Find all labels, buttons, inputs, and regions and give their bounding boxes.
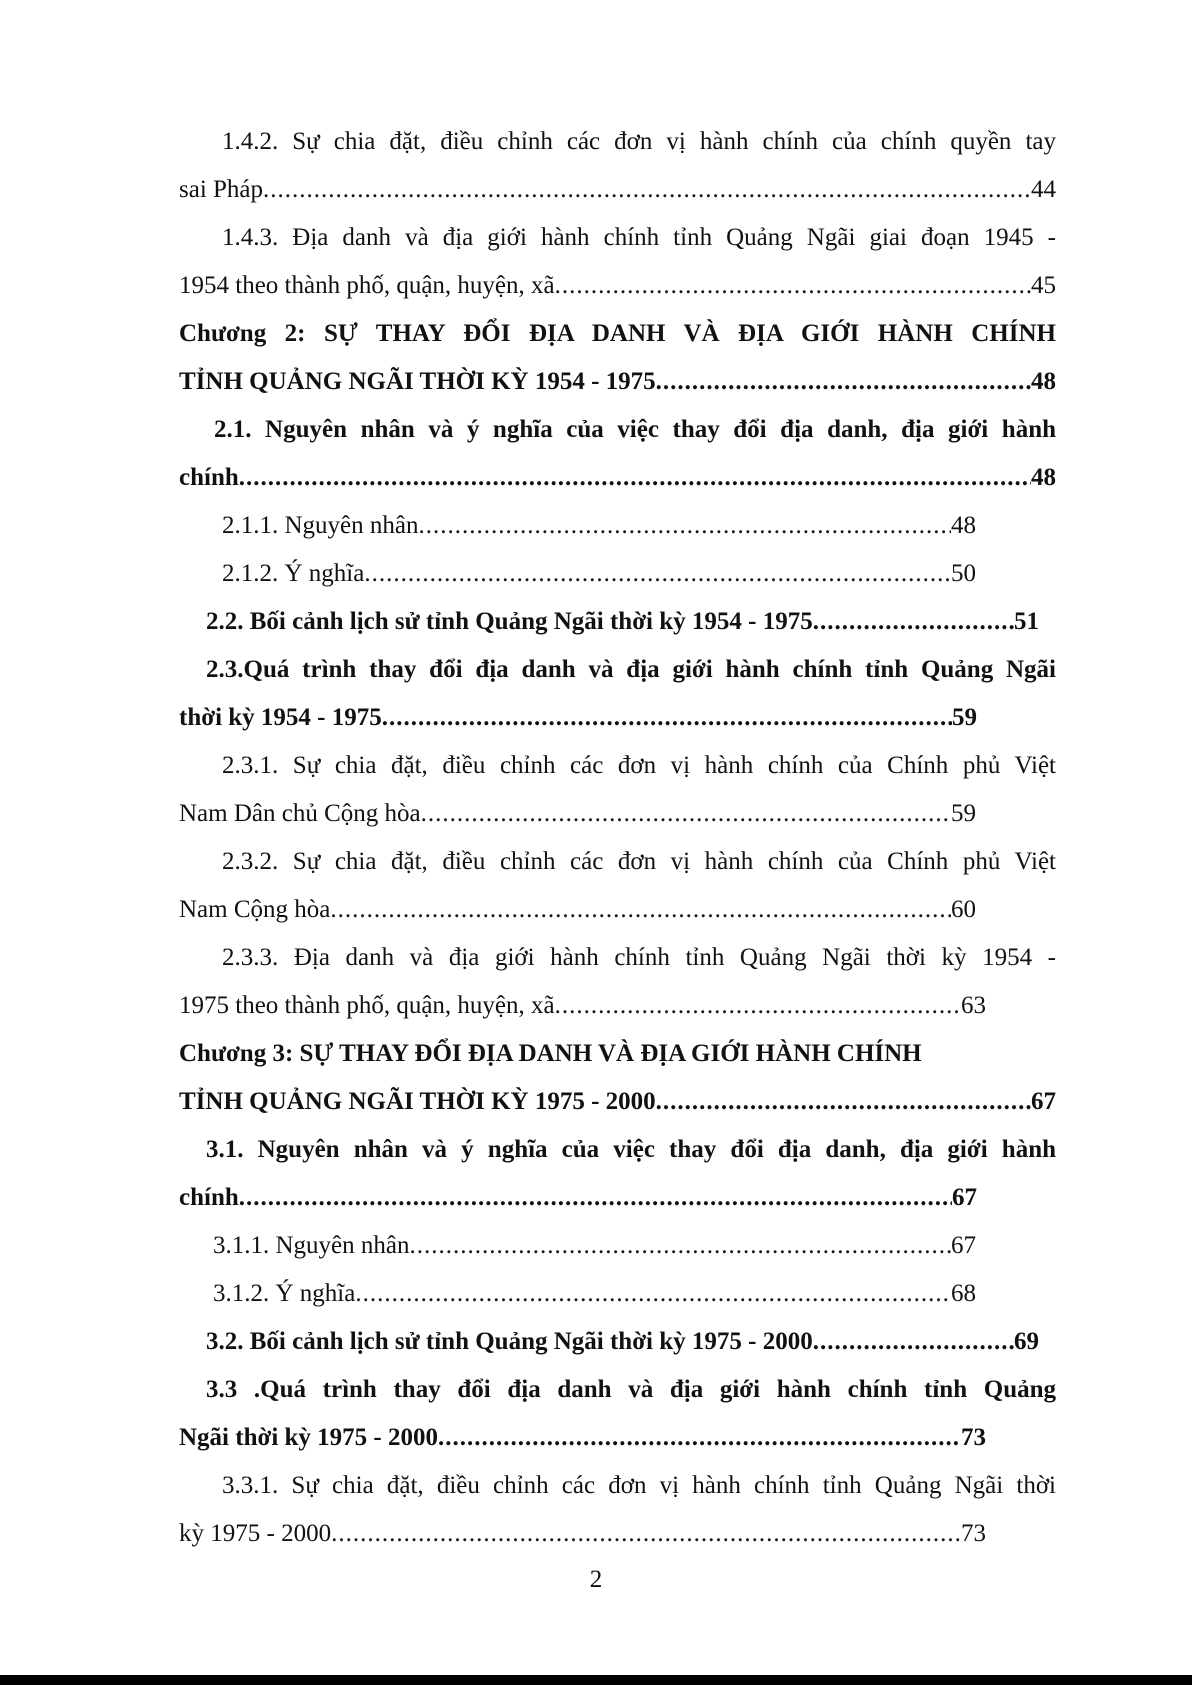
toc-section-text: thời kỳ 1954 - 1975 [179,704,382,731]
toc-entry-3-1-1 [179,1222,1056,1270]
toc-entry-text: 1975 theo thành phố, quận, huyện, xã [179,992,555,1019]
dot-leader [331,1510,961,1558]
toc-page-number: 51 [1014,608,1039,635]
toc-entry-2-1-2 [179,550,1056,598]
toc-chapter-3-line2 [179,1078,1056,1126]
toc-entry-2-3-1-line1 [179,742,1056,790]
toc-entry-text: 2.1.2. Ý nghĩa [222,560,365,587]
dot-leader [656,358,1031,406]
toc-chapter-2-line2 [179,358,1056,406]
dot-leader [364,550,951,598]
toc-entry-text: kỳ 1975 - 2000 [179,1520,332,1547]
toc-entry-3-3-1-line2 [179,1510,1056,1558]
toc-chapter-text: TỈNH QUẢNG NGÃI THỜI KỲ 1954 - 1975 [179,368,656,395]
dot-leader [419,502,952,550]
dot-leader [656,1078,1031,1126]
toc-section-2-2 [179,598,1056,646]
toc-page-number: 48 [1031,368,1056,395]
table-of-contents [179,118,1056,1558]
toc-entry-text: 1.4.2. Sự chia đặt, điều chỉnh các đơn vị hành chính của chính quyền tay [222,128,1056,155]
toc-entry-2-3-3-line2 [179,982,1056,1030]
toc-page-number: 44 [1031,176,1056,203]
toc-section-text: 2.1. Nguyên nhân và ý nghĩa của việc thay đổi địa danh, địa giới hành [214,416,1056,443]
dot-leader [239,454,1031,502]
toc-section-text: 2.2. Bối cảnh lịch sử tỉnh Quảng Ngãi thời kỳ 1954 - 1975 [206,608,813,635]
toc-section-3-1-line1 [179,1126,1056,1174]
toc-section-2-3-line2 [179,694,1056,742]
toc-entry-text: 3.3.1. Sự chia đặt, điều chỉnh các đơn vị hành chính tỉnh Quảng Ngãi thời [222,1472,1056,1499]
toc-entry-1-4-3-line2 [179,262,1056,310]
dot-leader [421,790,951,838]
toc-chapter-text: Chương 3: SỰ THAY ĐỔI ĐỊA DANH VÀ ĐỊA GIỚI HÀNH CHÍNH [179,1040,922,1067]
toc-page-number: 59 [952,704,977,731]
toc-entry-1-4-2-line2 [179,166,1056,214]
dot-leader [330,886,951,934]
scan-bottom-edge [0,1675,1192,1685]
toc-section-text: 3.2. Bối cảnh lịch sử tỉnh Quảng Ngãi thời kỳ 1975 - 2000 [206,1328,813,1355]
toc-entry-2-3-3-line1 [179,934,1056,982]
toc-page-number: 73 [961,1520,986,1547]
toc-section-2-1-line1 [179,406,1056,454]
toc-section-text: 3.1. Nguyên nhân và ý nghĩa của việc thay đổi địa danh, địa giới hành [206,1136,1056,1163]
toc-entry-text: 2.3.3. Địa danh và địa giới hành chính tỉnh Quảng Ngãi thời kỳ 1954 - [222,944,1056,971]
toc-page-number: 63 [961,992,986,1019]
toc-section-2-1-line2 [179,454,1056,502]
toc-page-number: 67 [1031,1088,1056,1115]
dot-leader [438,1414,961,1462]
toc-entry-2-3-2-line2 [179,886,1056,934]
toc-section-text: 3.3 .Quá trình thay đổi địa danh và địa giới hành chính tỉnh Quảng [206,1376,1056,1403]
toc-section-text: chính [179,1184,239,1211]
toc-entry-text: 1954 theo thành phố, quận, huyện, xã [179,272,555,299]
toc-entry-text: 2.3.1. Sự chia đặt, điều chỉnh các đơn vị hành chính của Chính phủ Việt [222,752,1056,779]
toc-entry-text: 3.1.2. Ý nghĩa [213,1280,356,1307]
toc-section-3-2 [179,1318,1056,1366]
toc-section-2-3-line1 [179,646,1056,694]
toc-section-text: Ngãi thời kỳ 1975 - 2000 [179,1424,438,1451]
toc-section-3-3-line1 [179,1366,1056,1414]
dot-leader [555,262,1031,310]
dot-leader [355,1270,951,1318]
toc-chapter-text: TỈNH QUẢNG NGÃI THỜI KỲ 1975 - 2000 [179,1088,656,1115]
toc-page-number: 48 [951,512,976,539]
toc-section-text: chính [179,464,239,491]
toc-entry-text: Nam Cộng hòa [179,896,331,923]
dot-leader [382,694,952,742]
toc-page-number: 67 [952,1184,977,1211]
toc-entry-1-4-2-line1 [179,118,1056,166]
toc-entry-text: 3.1.1. Nguyên nhân [213,1232,410,1259]
toc-section-3-1-line2 [179,1174,1056,1222]
toc-entry-text: 2.1.1. Nguyên nhân [222,512,419,539]
toc-page-number: 68 [951,1280,976,1307]
toc-entry-3-1-2 [179,1270,1056,1318]
dot-leader [813,1318,1014,1366]
toc-chapter-3-line1 [179,1030,1056,1078]
toc-page-number: 73 [961,1424,986,1451]
toc-entry-2-1-1 [179,502,1056,550]
toc-entry-1-4-3-line1 [179,214,1056,262]
toc-entry-3-3-1-line1 [179,1462,1056,1510]
toc-page-number: 69 [1014,1328,1039,1355]
dot-leader [410,1222,952,1270]
toc-page-number: 60 [951,896,976,923]
toc-entry-text: sai Pháp [179,176,264,203]
toc-page-number: 67 [951,1232,976,1259]
toc-page-number: 45 [1031,272,1056,299]
toc-page-number: 59 [951,800,976,827]
dot-leader [239,1174,952,1222]
toc-section-3-3-line2 [179,1414,1056,1462]
toc-page-number: 50 [951,560,976,587]
toc-entry-text: Nam Dân chủ Cộng hòa [179,800,421,827]
dot-leader [263,166,1031,214]
toc-entry-text: 1.4.3. Địa danh và địa giới hành chính tỉnh Quảng Ngãi giai đoạn 1945 - [222,224,1056,251]
toc-chapter-text: Chương 2: SỰ THAY ĐỔI ĐỊA DANH VÀ ĐỊA GIỚI HÀNH CHÍNH [179,320,1056,347]
dot-leader [555,982,961,1030]
toc-chapter-2-line1 [179,310,1056,358]
toc-page-number: 48 [1031,464,1056,491]
toc-entry-2-3-2-line1 [179,838,1056,886]
dot-leader [813,598,1014,646]
page-number: 2 [589,1566,603,1593]
toc-entry-2-3-1-line2 [179,790,1056,838]
toc-entry-text: 2.3.2. Sự chia đặt, điều chỉnh các đơn vị hành chính của Chính phủ Việt [222,848,1056,875]
toc-section-text: 2.3.Quá trình thay đổi địa danh và địa giới hành chính tỉnh Quảng Ngãi [206,656,1056,683]
